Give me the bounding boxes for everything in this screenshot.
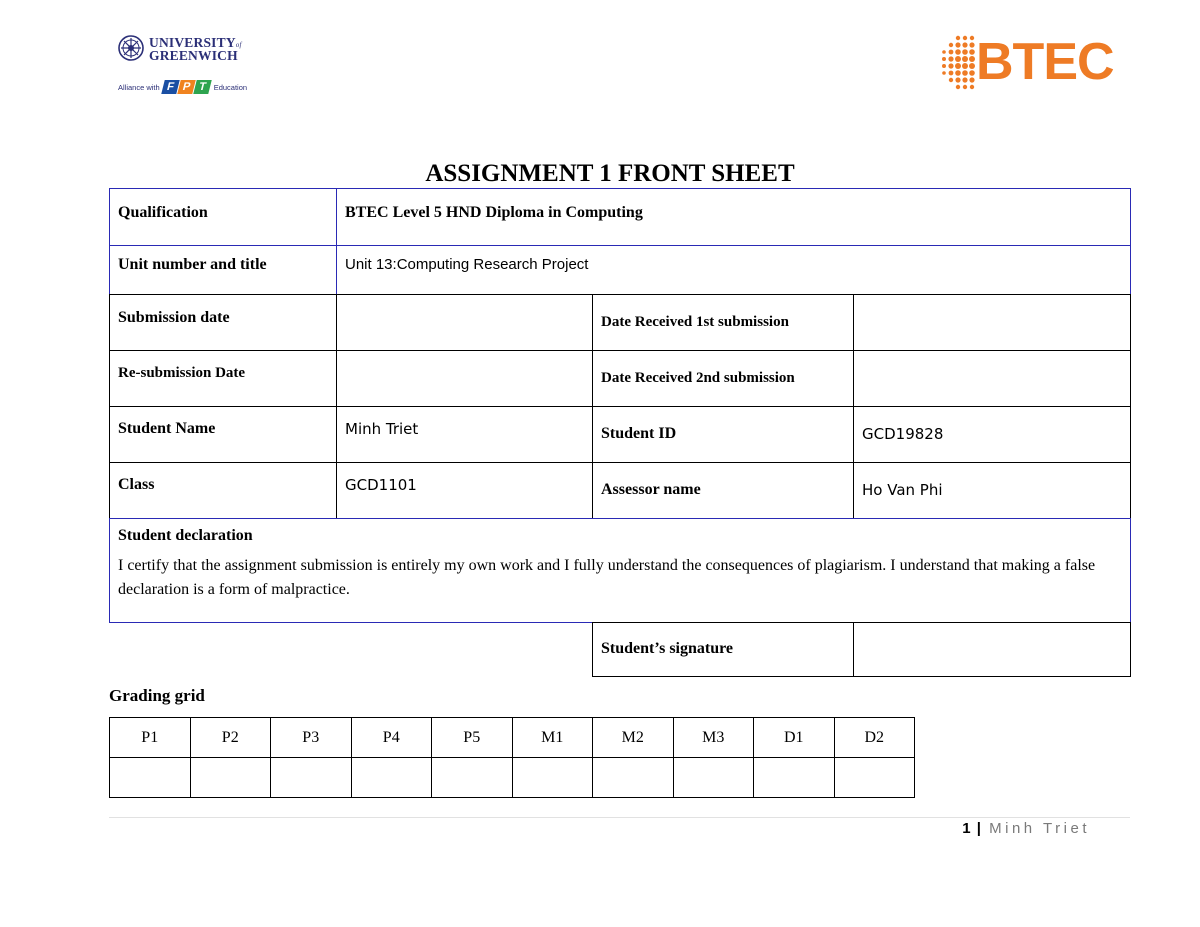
alliance-prefix: Alliance with [118, 82, 160, 92]
fpt-letter-f: F [161, 80, 179, 94]
grading-grid-title: Grading grid [109, 686, 205, 705]
grade-header-p1: P1 [110, 718, 191, 758]
logo-university-text: UNIVERSITYof [149, 35, 242, 50]
page-footer [962, 820, 1090, 837]
student-signature-label: Student’s signature [592, 622, 854, 677]
student-id-value: GCD19828 [853, 406, 1131, 463]
footer-separator: | [976, 820, 981, 837]
grade-header-p4: P4 [351, 718, 432, 758]
student-signature-field [853, 622, 1131, 677]
class-value: GCD1101 [336, 462, 593, 519]
grading-header-row [110, 718, 915, 758]
student-id-label: Student ID [592, 406, 854, 463]
date-received-1-value [853, 294, 1131, 351]
alliance-suffix: Education [213, 82, 248, 92]
grade-value-p4 [351, 758, 432, 798]
grade-value-d2 [834, 758, 915, 798]
date-received-1-label: Date Received 1st submission [592, 294, 854, 351]
grade-header-m2: M2 [593, 718, 674, 758]
student-name-value: Minh Triet [336, 406, 593, 463]
assessor-name-label: Assessor name [592, 462, 854, 519]
grade-value-p1 [110, 758, 191, 798]
fpt-alliance-row [118, 77, 247, 97]
grade-value-p5 [432, 758, 513, 798]
class-label: Class [109, 462, 337, 519]
declaration-title: Student declaration [118, 527, 253, 544]
assessor-name-value: Ho Van Phi [853, 462, 1131, 519]
grade-value-m1 [512, 758, 593, 798]
btec-logo [936, 32, 1126, 94]
unit-value: Unit 13:Computing Research Project [336, 245, 1131, 295]
resubmission-date-label: Re-submission Date [109, 350, 337, 407]
grade-value-p3 [271, 758, 352, 798]
grade-header-p2: P2 [190, 718, 271, 758]
submission-date-label: Submission date [109, 294, 337, 351]
unit-label: Unit number and title [109, 245, 337, 295]
footer-author: Minh Triet [989, 820, 1090, 837]
footer-divider [109, 817, 1130, 818]
grade-header-m3: M3 [673, 718, 754, 758]
grade-header-m1: M1 [512, 718, 593, 758]
grade-value-p2 [190, 758, 271, 798]
btec-wordmark: BTEC [976, 33, 1114, 91]
fpt-logo [163, 80, 211, 94]
greenwich-seal-icon [118, 35, 144, 61]
fpt-letter-t: T [193, 80, 211, 94]
fpt-letter-p: P [177, 80, 195, 94]
declaration-text: I certify that the assignment submission is entirely my own work and I fully understand the consequences of plagiarism. I understand that making a false declaration is a form of malpractice. [118, 557, 1096, 598]
university-of-greenwich-logo [118, 33, 258, 97]
page-title: ASSIGNMENT 1 FRONT SHEET [425, 160, 795, 187]
grade-header-p3: P3 [271, 718, 352, 758]
grade-value-d1 [754, 758, 835, 798]
resubmission-date-value [336, 350, 593, 407]
page-number: 1 [962, 820, 971, 837]
logo-greenwich-text: GREENWICH [149, 48, 238, 63]
student-declaration-box [109, 518, 1131, 623]
grade-header-p5: P5 [432, 718, 513, 758]
qualification-value: BTEC Level 5 HND Diploma in Computing [336, 188, 1131, 246]
grade-header-d1: D1 [754, 718, 835, 758]
grade-value-m3 [673, 758, 754, 798]
submission-date-value [336, 294, 593, 351]
qualification-label: Qualification [109, 188, 337, 246]
grading-value-row [110, 758, 915, 798]
student-name-label: Student Name [109, 406, 337, 463]
grading-grid-table [109, 717, 915, 798]
grade-header-d2: D2 [834, 718, 915, 758]
grade-value-m2 [593, 758, 674, 798]
date-received-2-value [853, 350, 1131, 407]
date-received-2-label: Date Received 2nd submission [592, 350, 854, 407]
